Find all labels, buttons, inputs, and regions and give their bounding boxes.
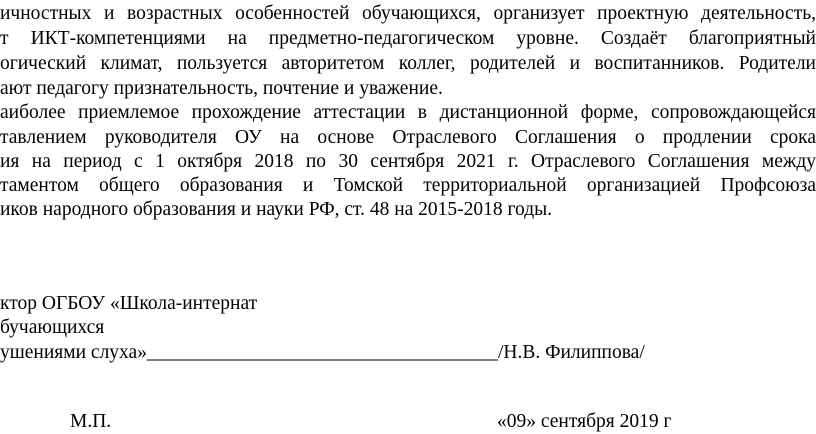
signature-title-line-1: ктор ОГБОУ «Школа-интернат	[0, 293, 258, 314]
signature-org-suffix: ушениями слуха»	[0, 342, 147, 363]
paragraph-1-line-2: т ИКТ-компетенциями на предметно-педагогическом уровне. Создаёт благоприятный	[0, 28, 816, 49]
paragraph-1-line-1: ичностных и возрастных особенностей обучающихся, организует проектную деятельность,	[0, 3, 816, 24]
stamp-place-label: М.П.	[70, 411, 112, 432]
paragraph-2-line-2: тавлением руководителя ОУ на основе Отраслевого Соглашения о продлении срока	[0, 127, 816, 148]
paragraph-2-line-5: иков народного образования и науки РФ, ст. 48 на 2015-2018 годы.	[0, 199, 553, 220]
signatory-name: /Н.В. Филиппова/	[497, 342, 645, 363]
signature-title-line-2: бучающихся	[0, 317, 105, 338]
signature-title-line-3	[0, 341, 645, 365]
paragraph-2-line-4: таментом общего образования и Томской территориальной организацией Профсоюза	[0, 175, 816, 196]
paragraph-1-line-3: огический климат, пользуется авторитетом коллег, родителей и воспитанников. Родители	[0, 53, 816, 74]
document-date: «09» сентября 2019 г	[497, 411, 672, 432]
signature-underline: ____________________________________	[146, 342, 498, 363]
paragraph-2-line-1: аиболее приемлемое прохождение аттестации в дистанционной форме, сопровождающейся	[0, 102, 816, 123]
paragraph-1-line-4: ают педагогу признательность, почтение и уважение.	[0, 78, 443, 99]
paragraph-2-line-3: ия на период с 1 октября 2018 по 30 сентября 2021 г. Отраслевого Соглашения между	[0, 151, 816, 172]
